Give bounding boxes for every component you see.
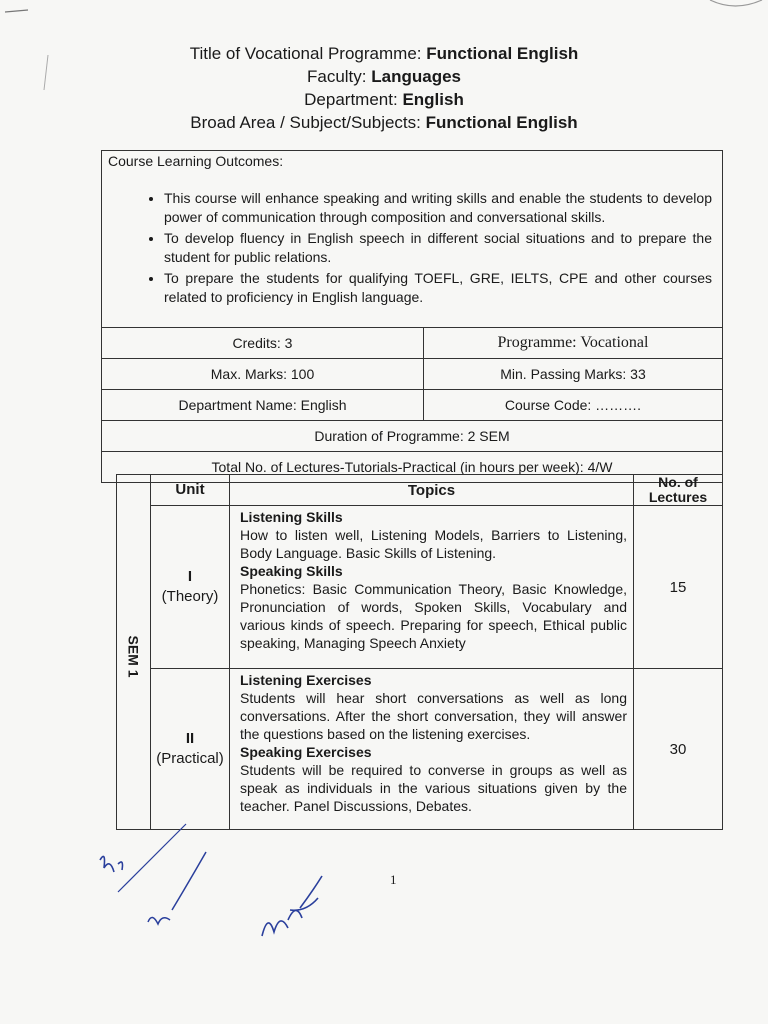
- topic-text: How to listen well, Listening Models, Barriers to Listening, Body Language. Basic Skills of Listening.: [240, 527, 627, 561]
- broad-area-value: Functional English: [425, 113, 578, 132]
- department-line: [0, 88, 768, 111]
- topic-subheading: Speaking Exercises: [240, 744, 372, 760]
- faculty-value: Languages: [371, 67, 461, 86]
- topic-subheading: Listening Exercises: [240, 672, 372, 688]
- handwritten-signatures: [0, 800, 400, 960]
- topic-subheading: Speaking Skills: [240, 563, 343, 579]
- learning-outcomes-cell: [102, 151, 723, 328]
- learning-outcome-item: • To prepare the students for qualifying TOEFL, GRE, IELTS, CPE and other courses related to proficiency in English language.: [164, 269, 716, 307]
- learning-outcomes-title: Course Learning Outcomes:: [108, 153, 284, 169]
- unit-type: (Theory): [161, 588, 219, 605]
- department-label: Department:: [304, 90, 398, 109]
- unit-type: (Practical): [156, 750, 224, 767]
- faculty-label: Faculty:: [306, 67, 367, 86]
- department-value: English: [402, 90, 464, 109]
- min-passing-marks-cell: Min. Passing Marks: 33: [424, 359, 723, 390]
- broad-area-line: [0, 111, 768, 134]
- programme-title-label: Title of Vocational Programme:: [189, 44, 422, 63]
- programme-title-line: [0, 42, 768, 65]
- unit-cell: [151, 506, 230, 669]
- unit-number: I: [187, 568, 193, 585]
- max-marks-cell: Max. Marks: 100: [102, 359, 424, 390]
- credits-cell: Credits: 3: [102, 328, 424, 359]
- page-number: 1: [390, 872, 397, 887]
- topic-text: Students will hear short conversations as well as long conversations. After the short conversation, they will answer the questions based on the listening exercises.: [240, 690, 627, 742]
- unit-header: Unit: [151, 475, 230, 506]
- semester-label: SEM 1: [125, 635, 142, 678]
- faculty-line: [0, 65, 768, 88]
- learning-outcomes-list: [108, 189, 716, 307]
- topic-text: Students will be required to converse in groups as well as speak as individuals in the various situations given by the teacher. Panel Discussions, Debates.: [240, 762, 627, 814]
- scan-mark-top-right: [700, 0, 768, 20]
- programme-cell: Programme: Vocational: [424, 328, 723, 359]
- semester-syllabus-table: [116, 474, 723, 830]
- course-info-table: [101, 150, 723, 483]
- department-name-cell: Department Name: English: [102, 390, 424, 421]
- topic-text: Phonetics: Basic Communication Theory, Basic Knowledge, Pronunciation of words, Spoken Skills, Vocabulary and various kinds of speech. Preparing for speech, Ethical public speaking, Managing Speech Anxiety: [240, 581, 627, 651]
- semester-label-cell: [117, 475, 151, 830]
- page-header: [0, 42, 768, 134]
- course-code-cell: Course Code: ……….: [424, 390, 723, 421]
- topic-subheading: Listening Skills: [240, 509, 343, 525]
- learning-outcome-item: • To develop fluency in English speech in different social situations and to prepare the student for public relations.: [164, 229, 716, 267]
- lectures-count: 30: [634, 669, 723, 830]
- total-lectures-cell: Total No. of Lectures-Tutorials-Practical (in hours per week): 4/W: [102, 452, 723, 483]
- unit-number: II: [185, 730, 195, 747]
- table-row: [117, 506, 723, 669]
- lectures-header: No. of Lectures: [634, 475, 723, 506]
- lectures-count: 15: [634, 506, 723, 669]
- programme-title-value: Functional English: [426, 44, 579, 63]
- duration-cell: Duration of Programme: 2 SEM: [102, 421, 723, 452]
- broad-area-label: Broad Area / Subject/Subjects:: [190, 113, 421, 132]
- topics-cell: [230, 506, 634, 669]
- learning-outcome-item: • This course will enhance speaking and writing skills and enable the students to develop power of communication through composition and conversational skills.: [164, 189, 716, 227]
- topics-header: Topics: [230, 475, 634, 506]
